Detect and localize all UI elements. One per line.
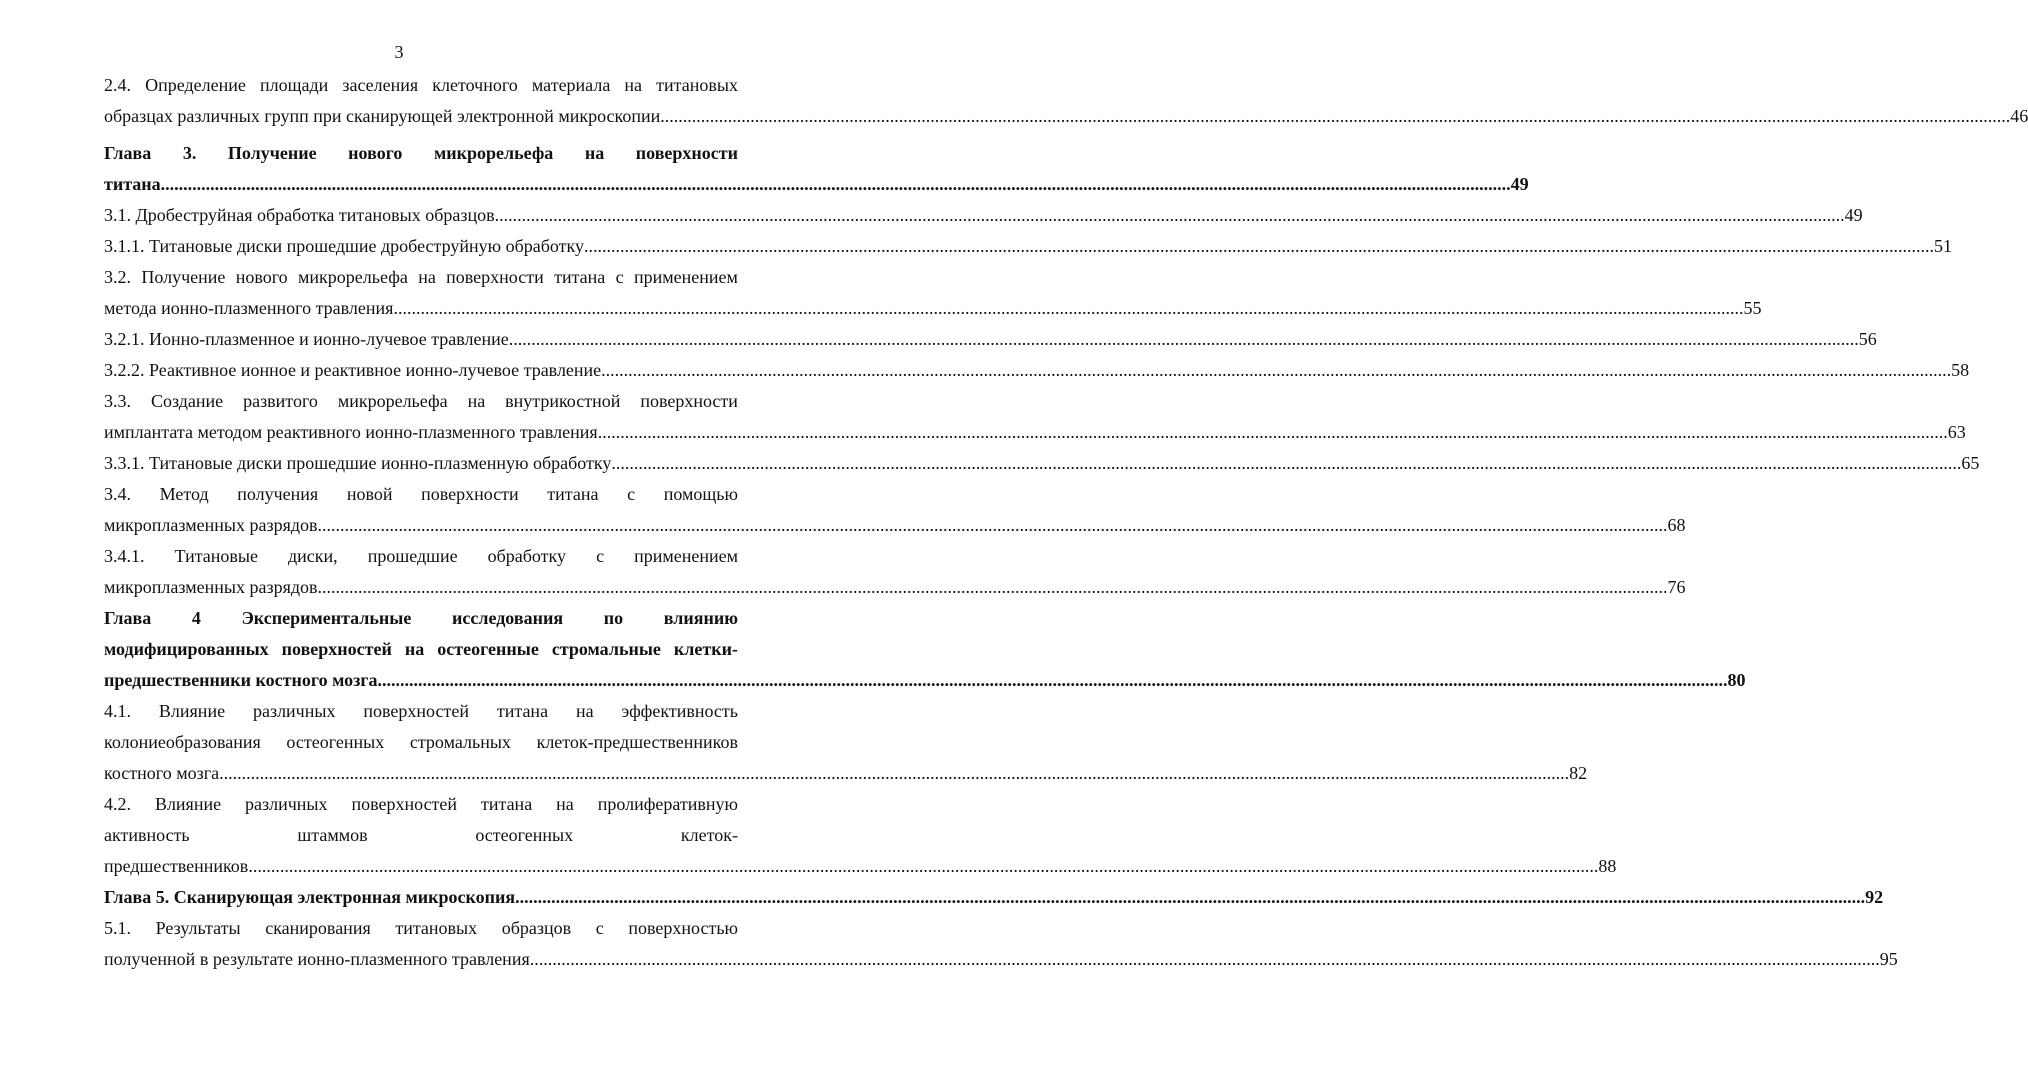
toc-entry-text: Глава 5. Сканирующая электронная микроскопия xyxy=(104,887,516,907)
toc-page-number: 55 xyxy=(1743,298,1762,318)
toc-page-number: 92 xyxy=(1865,887,1884,907)
toc-entry-text: 3.2.2. Реактивное ионное и реактивное ионно-лучевое травление xyxy=(104,360,602,380)
toc-page-number: 82 xyxy=(1569,763,1588,783)
toc-entry-5-1-line-2 xyxy=(104,944,1898,975)
toc-word: активность xyxy=(104,825,190,845)
toc-page-number: 58 xyxy=(1951,360,1970,380)
toc-word: Создание xyxy=(150,391,224,411)
toc-word: 3.2. xyxy=(104,267,131,287)
toc-word: 4.1. xyxy=(104,701,131,721)
toc-word: Влияние xyxy=(158,701,226,721)
toc-entry-text: 3.3.1. Титановые диски прошедшие ионно-плазменную обработку xyxy=(104,453,612,473)
dot-leader: ............................................................................................................................................................................................................................................................................................................ xyxy=(597,422,1948,442)
toc-word: внутрикостной xyxy=(505,391,621,411)
toc-entry-text: 3.2.1. Ионно-плазменное и ионно-лучевое травление xyxy=(104,329,509,349)
toc-word: поверхности xyxy=(640,391,738,411)
dot-leader: ............................................................................................................................................................................................................................................................................................................ xyxy=(219,763,1570,783)
toc-word: 3. xyxy=(182,143,197,163)
toc-word: с xyxy=(596,546,605,566)
toc-entry-4-2-line-3 xyxy=(104,851,1617,882)
toc-word: Экспериментальные xyxy=(241,608,412,628)
toc-word: применением xyxy=(633,267,738,287)
toc-word: остеогенных xyxy=(286,732,385,752)
toc-entry-text: метода ионно-плазменного травления xyxy=(104,298,394,318)
toc-word: на xyxy=(575,701,594,721)
toc-word: Титановые xyxy=(174,546,258,566)
toc-entry-4-1-line-1 xyxy=(104,696,738,727)
toc-word: на xyxy=(584,143,605,163)
toc-word: на xyxy=(624,75,643,95)
toc-page-number: 49 xyxy=(1844,205,1863,225)
dot-leader: ............................................................................................................................................................................................................................................................................................................ xyxy=(248,856,1599,876)
toc-entry-3-2-line-2 xyxy=(104,293,1762,324)
toc-word: 3.3. xyxy=(104,391,131,411)
toc-word: исследования xyxy=(452,608,564,628)
toc-word: стромальные xyxy=(551,639,661,659)
toc-chapter-5 xyxy=(104,882,1884,913)
toc-word: применением xyxy=(634,546,738,566)
toc-entry-3-2-1 xyxy=(104,324,1877,355)
toc-entry-text: микроплазменных разрядов xyxy=(104,515,318,535)
toc-word: прошедшие xyxy=(367,546,458,566)
toc-page-number: 68 xyxy=(1667,515,1686,535)
dot-leader: ............................................................................................................................................................................................................................................................................................................ xyxy=(660,106,2011,126)
toc-word: Глава xyxy=(104,608,152,628)
toc-word: титановых xyxy=(656,75,738,95)
toc-word: клетки- xyxy=(673,639,738,659)
toc-word: на xyxy=(556,794,574,814)
toc-entry-text: предшественников xyxy=(104,856,249,876)
dot-leader: ............................................................................................................................................................................................................................................................................................................ xyxy=(377,670,1728,690)
dot-leader: ............................................................................................................................................................................................................................................................................................................ xyxy=(393,298,1744,318)
toc-word: остеогенные xyxy=(437,639,539,659)
toc-chapter-3-line-1 xyxy=(104,138,738,169)
toc-entry-4-1-line-2 xyxy=(104,727,738,758)
toc-entry-3-3-1 xyxy=(104,448,1980,479)
toc-word: модифицированных xyxy=(104,639,269,659)
toc-word: пролиферативную xyxy=(597,794,738,814)
toc-word: сканирования xyxy=(265,918,371,938)
toc-entry-3-4-line-1 xyxy=(104,479,738,510)
dot-leader: ............................................................................................................................................................................................................................................................................................................ xyxy=(515,887,1866,907)
toc-word: 5.1. xyxy=(104,918,131,938)
toc-word: титана xyxy=(496,701,549,721)
toc-word: Получение xyxy=(141,267,226,287)
toc-page-number: 65 xyxy=(1961,453,1980,473)
toc-word: 3.4.1. xyxy=(104,546,145,566)
toc-entry-text: предшественники костного мозга xyxy=(104,670,378,690)
toc-word: титана xyxy=(547,484,599,504)
toc-word: штаммов xyxy=(297,825,368,845)
toc-page-number: 46 xyxy=(2010,106,2028,126)
toc-word: титана xyxy=(480,794,533,814)
toc-page-number: 95 xyxy=(1879,949,1898,969)
toc-entry-3-4-1-line-1 xyxy=(104,541,738,572)
toc-chapter-4-line-3 xyxy=(104,665,1746,696)
toc-word: нового xyxy=(348,143,403,163)
toc-word: различных xyxy=(252,701,336,721)
dot-leader: ............................................................................................................................................................................................................................................................................................................ xyxy=(317,577,1668,597)
toc-word: титановых xyxy=(395,918,478,938)
toc-entry-3-4-line-2 xyxy=(104,510,1686,541)
toc-word: эффективность xyxy=(621,701,738,721)
toc-word: поверхностей xyxy=(281,639,392,659)
toc-word: материала xyxy=(531,75,611,95)
toc-word: площади xyxy=(259,75,329,95)
toc-entry-3-1 xyxy=(104,200,1863,231)
toc-page-number: 49 xyxy=(1510,174,1529,194)
dot-leader: ............................................................................................................................................................................................................................................................................................................ xyxy=(160,174,1511,194)
toc-entry-3-4-1-line-2 xyxy=(104,572,1686,603)
toc-word: поверхности xyxy=(635,143,738,163)
dot-leader: ............................................................................................................................................................................................................................................................................................................ xyxy=(317,515,1668,535)
toc-word: на xyxy=(404,639,425,659)
toc-word: различных xyxy=(245,794,328,814)
toc-entry-3-1-1 xyxy=(104,231,1953,262)
toc-word: стромальных xyxy=(409,732,511,752)
page-number: 3 xyxy=(394,42,404,62)
toc-word: 2.4. xyxy=(104,75,131,95)
toc-entry-3-2-line-1 xyxy=(104,262,738,293)
toc-entry-3-3-line-1 xyxy=(104,386,738,417)
toc-word: микрорельефа xyxy=(298,267,408,287)
dot-leader: ............................................................................................................................................................................................................................................................................................................ xyxy=(584,236,1935,256)
toc-chapter-4-line-2 xyxy=(104,634,738,665)
toc-page-number: 76 xyxy=(1667,577,1686,597)
toc-word: клеточного xyxy=(432,75,518,95)
toc-word: поверхности xyxy=(446,267,544,287)
toc-entry-5-1-line-1 xyxy=(104,913,738,944)
toc-word: клеток- xyxy=(680,825,738,845)
toc-word: Результаты xyxy=(155,918,241,938)
toc-entry-text: имплантата методом реактивного ионно-плазменного травления xyxy=(104,422,598,442)
toc-entry-text: микроплазменных разрядов xyxy=(104,577,318,597)
toc-word: Определение xyxy=(145,75,246,95)
toc-word: развитого xyxy=(243,391,318,411)
table-of-contents xyxy=(104,70,2028,975)
toc-entry-text: образцах различных групп при сканирующей электронной микроскопии xyxy=(104,106,661,126)
toc-word: поверхностей xyxy=(363,701,469,721)
toc-entry-text: титана xyxy=(104,174,161,194)
toc-word: диски, xyxy=(288,546,338,566)
toc-word: остеогенных xyxy=(475,825,574,845)
toc-word: заселения xyxy=(342,75,419,95)
dot-leader: ............................................................................................................................................................................................................................................................................................................ xyxy=(494,205,1845,225)
toc-chapter-3-line-2 xyxy=(104,169,1529,200)
toc-word: с xyxy=(615,267,624,287)
toc-word: титана xyxy=(554,267,606,287)
toc-word: микрорельефа xyxy=(433,143,554,163)
toc-entry-text: 3.1. Дробеструйная обработка титановых образцов xyxy=(104,205,495,225)
toc-entry-3-2-2 xyxy=(104,355,1970,386)
toc-word: микрорельефа xyxy=(337,391,448,411)
toc-word: нового xyxy=(235,267,288,287)
toc-word: 4 xyxy=(191,608,201,628)
toc-word: колониеобразования xyxy=(104,732,261,752)
toc-entry-4-2-line-2 xyxy=(104,820,738,851)
toc-entry-2-4-line-2 xyxy=(104,101,2028,132)
toc-word: новой xyxy=(346,484,393,504)
toc-word: по xyxy=(603,608,624,628)
toc-chapter-4-line-1 xyxy=(104,603,738,634)
toc-word: получения xyxy=(237,484,319,504)
toc-page-number: 88 xyxy=(1598,856,1617,876)
toc-word: поверхности xyxy=(421,484,519,504)
dot-leader: ............................................................................................................................................................................................................................................................................................................ xyxy=(611,453,1962,473)
dot-leader: ............................................................................................................................................................................................................................................................................................................ xyxy=(601,360,1952,380)
toc-word: образцов xyxy=(501,918,572,938)
toc-word: клеток-предшественников xyxy=(536,732,738,752)
toc-entry-text: костного мозга xyxy=(104,763,220,783)
toc-word: влиянию xyxy=(663,608,738,628)
toc-word: обработку xyxy=(487,546,567,566)
toc-entry-text: полученной в результате ионно-плазменного травления xyxy=(104,949,530,969)
toc-page-number: 80 xyxy=(1727,670,1746,690)
toc-entry-4-2-line-1 xyxy=(104,789,738,820)
toc-word: 4.2. xyxy=(104,794,131,814)
toc-page-number: 56 xyxy=(1858,329,1877,349)
toc-word: поверхностью xyxy=(628,918,738,938)
toc-word: на xyxy=(467,391,486,411)
toc-word: помощью xyxy=(663,484,738,504)
toc-word: на xyxy=(418,267,436,287)
toc-entry-4-1-line-3 xyxy=(104,758,1588,789)
toc-word: 3.4. xyxy=(104,484,131,504)
dot-leader: ............................................................................................................................................................................................................................................................................................................ xyxy=(529,949,1880,969)
toc-word: с xyxy=(595,918,604,938)
toc-entry-3-3-line-2 xyxy=(104,417,1966,448)
toc-word: Глава xyxy=(104,143,152,163)
toc-page-number: 63 xyxy=(1947,422,1966,442)
dot-leader: ............................................................................................................................................................................................................................................................................................................ xyxy=(508,329,1859,349)
toc-word: Метод xyxy=(159,484,209,504)
toc-entry-text: 3.1.1. Титановые диски прошедшие дробеструйную обработку xyxy=(104,236,585,256)
toc-word: Получение xyxy=(227,143,317,163)
toc-page-number: 51 xyxy=(1934,236,1953,256)
toc-word: с xyxy=(627,484,636,504)
toc-entry-2-4-line-1 xyxy=(104,70,738,101)
toc-word: поверхностей xyxy=(351,794,458,814)
toc-word: Влияние xyxy=(154,794,222,814)
